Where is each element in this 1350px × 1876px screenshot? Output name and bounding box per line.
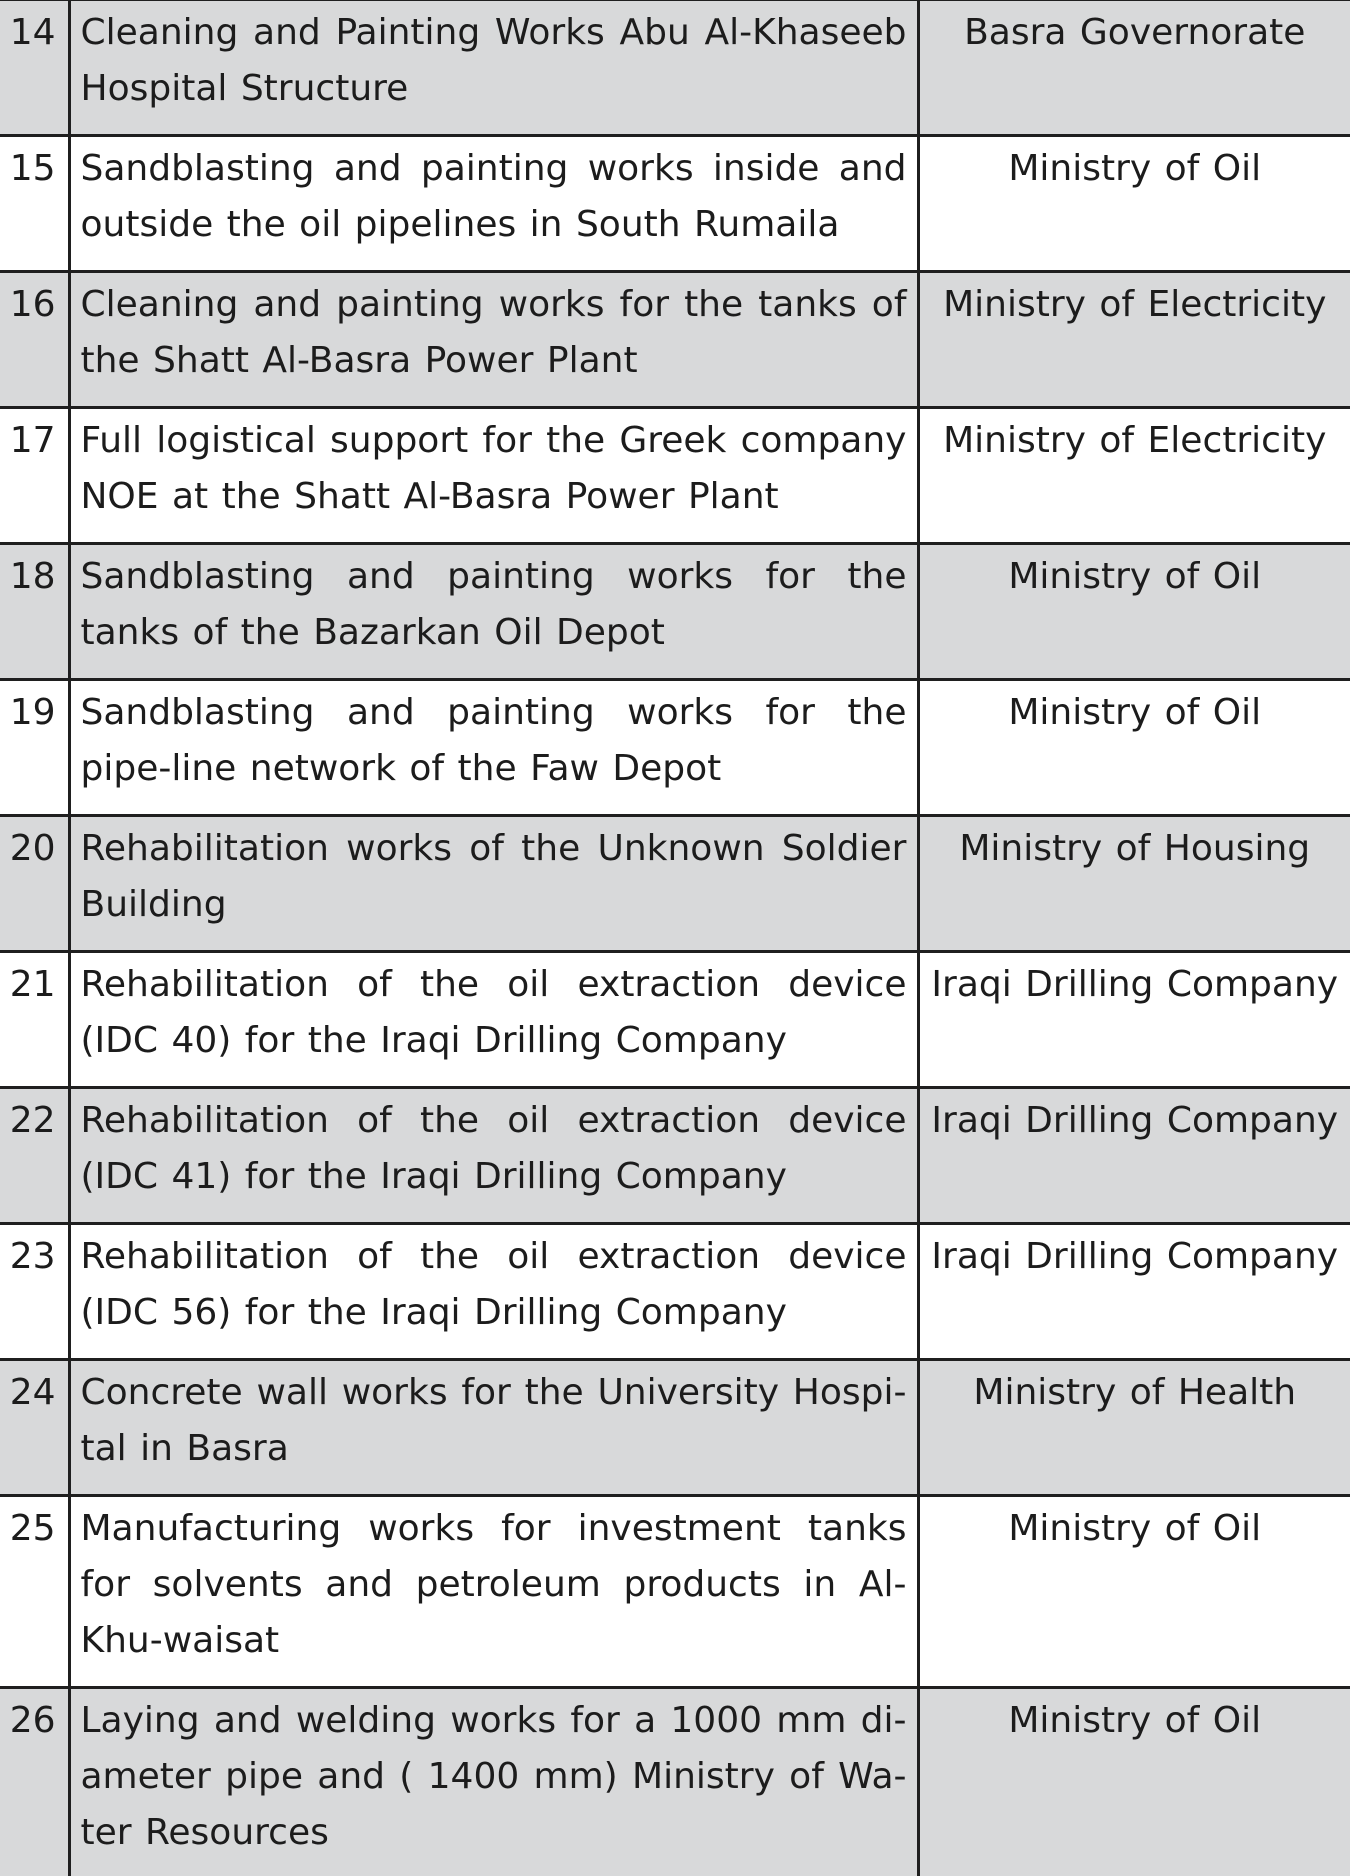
client-entity: Basra Governorate bbox=[918, 0, 1350, 136]
client-entity: Ministry of Housing bbox=[918, 816, 1350, 952]
table-row bbox=[0, 0, 1350, 136]
project-description: Sandblasting and painting works inside and outside the oil pipelines in South Rumaila bbox=[69, 136, 918, 272]
table-row bbox=[0, 816, 1350, 952]
table-row bbox=[0, 1496, 1350, 1688]
row-number: 16 bbox=[0, 272, 69, 408]
project-description: Concrete wall works for the University Hospi-tal in Basra bbox=[69, 1360, 918, 1496]
row-number: 21 bbox=[0, 952, 69, 1088]
project-description: Cleaning and Painting Works Abu Al-Khaseeb Hospital Structure bbox=[69, 0, 918, 136]
client-entity: Iraqi Drilling Company bbox=[918, 1088, 1350, 1224]
project-description: Manufacturing works for investment tanks for solvents and petroleum products in Al-Khu-waisat bbox=[69, 1496, 918, 1688]
client-entity: Iraqi Drilling Company bbox=[918, 1224, 1350, 1360]
client-entity: Iraqi Drilling Company bbox=[918, 952, 1350, 1088]
row-number: 17 bbox=[0, 408, 69, 544]
project-description: Rehabilitation of the oil extraction device (IDC 56) for the Iraqi Drilling Company bbox=[69, 1224, 918, 1360]
row-number: 26 bbox=[0, 1688, 69, 1876]
project-description: Rehabilitation of the oil extraction device (IDC 41) for the Iraqi Drilling Company bbox=[69, 1088, 918, 1224]
client-entity: Ministry of Oil bbox=[918, 136, 1350, 272]
table-row bbox=[0, 1088, 1350, 1224]
table-row bbox=[0, 1688, 1350, 1876]
row-number: 14 bbox=[0, 0, 69, 136]
project-description: Sandblasting and painting works for the tanks of the Bazarkan Oil Depot bbox=[69, 544, 918, 680]
table-row bbox=[0, 952, 1350, 1088]
client-entity: Ministry of Health bbox=[918, 1360, 1350, 1496]
client-entity: Ministry of Oil bbox=[918, 1688, 1350, 1876]
project-description: Rehabilitation works of the Unknown Soldier Building bbox=[69, 816, 918, 952]
row-number: 18 bbox=[0, 544, 69, 680]
row-number: 20 bbox=[0, 816, 69, 952]
client-entity: Ministry of Oil bbox=[918, 544, 1350, 680]
project-description: Sandblasting and painting works for the pipe-line network of the Faw Depot bbox=[69, 680, 918, 816]
table-row bbox=[0, 408, 1350, 544]
row-number: 24 bbox=[0, 1360, 69, 1496]
project-description: Rehabilitation of the oil extraction device (IDC 40) for the Iraqi Drilling Company bbox=[69, 952, 918, 1088]
project-description: Cleaning and painting works for the tanks of the Shatt Al-Basra Power Plant bbox=[69, 272, 918, 408]
project-description: Full logistical support for the Greek company NOE at the Shatt Al-Basra Power Plant bbox=[69, 408, 918, 544]
project-description: Laying and welding works for a 1000 mm di-ameter pipe and ( 1400 mm) Ministry of Wa-ter Resources bbox=[69, 1688, 918, 1876]
row-number: 15 bbox=[0, 136, 69, 272]
client-entity: Ministry of Electricity bbox=[918, 272, 1350, 408]
row-number: 25 bbox=[0, 1496, 69, 1688]
table-row bbox=[0, 544, 1350, 680]
table-row bbox=[0, 136, 1350, 272]
row-number: 23 bbox=[0, 1224, 69, 1360]
row-number: 19 bbox=[0, 680, 69, 816]
row-number: 22 bbox=[0, 1088, 69, 1224]
table-row bbox=[0, 1224, 1350, 1360]
client-entity: Ministry of Oil bbox=[918, 1496, 1350, 1688]
table-row bbox=[0, 680, 1350, 816]
client-entity: Ministry of Electricity bbox=[918, 408, 1350, 544]
table-row bbox=[0, 272, 1350, 408]
table-row bbox=[0, 1360, 1350, 1496]
client-entity: Ministry of Oil bbox=[918, 680, 1350, 816]
